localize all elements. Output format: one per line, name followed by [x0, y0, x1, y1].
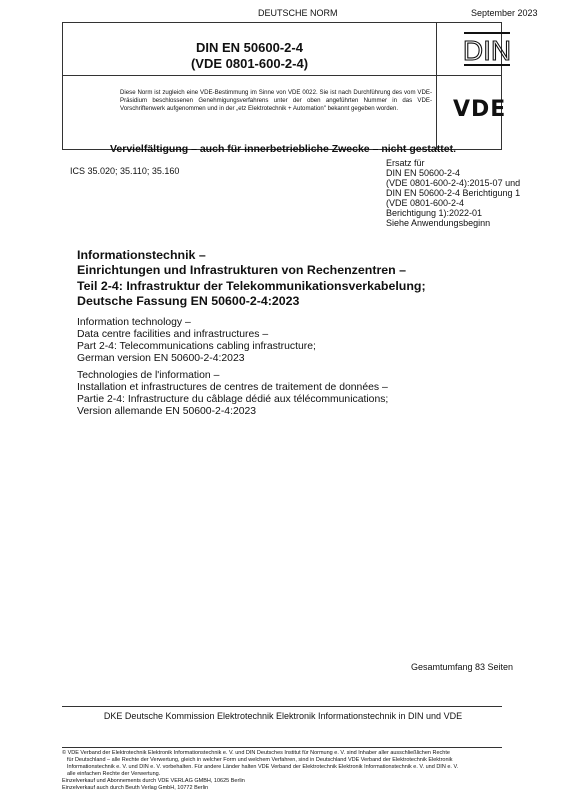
total-pages: Gesamtumfang 83 Seiten [411, 662, 514, 672]
footer-line: Einzelverkauf und Abonnements durch VDE VERLAG GMBH, 10625 Berlin [62, 777, 245, 784]
title-box-divider [436, 23, 437, 149]
footer-line: alle einfachen Rechte der Verwertung. [67, 770, 161, 777]
document-type-label: DEUTSCHE NORM [258, 8, 338, 18]
title-box [62, 22, 512, 150]
footer-line: Einzelverkauf auch durch Beuth Verlag GmbH, 10772 Berlin [62, 784, 209, 791]
vde-notice: Diese Norm ist zugleich eine VDE-Bestimmung im Sinne von VDE 0022. Sie ist nach Durchführung des vom VDE-Präsidium beschlossenen Genehmigungsverfahrens unter der oben angeführten Nummer in das VDE-Vorschriftenwerk aufgenommen und in der „etz Elektrotechnik + Automation" bekannt gegeben worden. [120, 89, 432, 112]
footer-separator [62, 747, 502, 748]
din-logo [462, 30, 512, 68]
title-french: Technologies de l'information – Installation et infrastructures de centres de traitement de données – Partie 2-4: Infrastructure du câblage dédié aux télécommunications; Version allemande EN 50600-2-4:2023 [77, 370, 389, 417]
footer-line: für Deutschland – alle Rechte der Verwertung, gleich in welcher Form und welchem Verfahren, sind in Deutschland VDE Verband der Elektrotechnik Elektronik [67, 756, 453, 763]
title-english: Information technology – Data centre facilities and infrastructures – Part 2-4: Telecommunications cabling infrastructure; German version EN 50600-2-4:2023 [77, 317, 316, 364]
reproduction-notice: Vervielfältigung – auch für innerbetriebliche Zwecke – nicht gestattet. [109, 143, 456, 155]
ics-codes: ICS 35.020; 35.110; 35.160 [70, 166, 180, 176]
publication-date: September 2023 [471, 8, 538, 18]
din-logo-text: DIN [462, 35, 512, 66]
vde-logo: VDE [453, 97, 507, 122]
title-german: Informationstechnik – Einrichtungen und Infrastrukturen von Rechenzentren – Teil 2-4: Infrastruktur der Telekommunikationsverkabelung; Deutsche Fassung EN 50600-2-4:2023 [77, 248, 426, 309]
vde-number: (VDE 0801-600-2-4) [190, 56, 309, 71]
standard-number: DIN EN 50600-2-4 [196, 40, 303, 55]
dke-line: DKE Deutsche Kommission Elektrotechnik Elektronik Informationstechnik in DIN und VDE [103, 711, 463, 721]
footer-line: Informationstechnik e. V. und DIN e. V. vorbehalten. Für andere Länder halten VDE Verband der Elektrotechnik Elektronik Informationstechnik e. V. und DIN e. V. [67, 763, 459, 770]
replacement-info: Ersatz für DIN EN 50600-2-4 (VDE 0801-600-2-4):2015-07 und DIN EN 50600-2-4 Berichtigung 1 (VDE 0801-600-2-4 Berichtigung 1):2022-01 Siehe Anwendungsbeginn [386, 158, 521, 228]
footer-line: © VDE Verband der Elektrotechnik Elektronik Informationstechnik e. V. und DIN Deutsches Institut für Normung e. V. sind Inhaber aller ausschließlichen Rechte [62, 750, 450, 756]
title-box-separator [63, 75, 501, 76]
dke-separator [62, 706, 502, 707]
copyright-footer [62, 750, 502, 791]
